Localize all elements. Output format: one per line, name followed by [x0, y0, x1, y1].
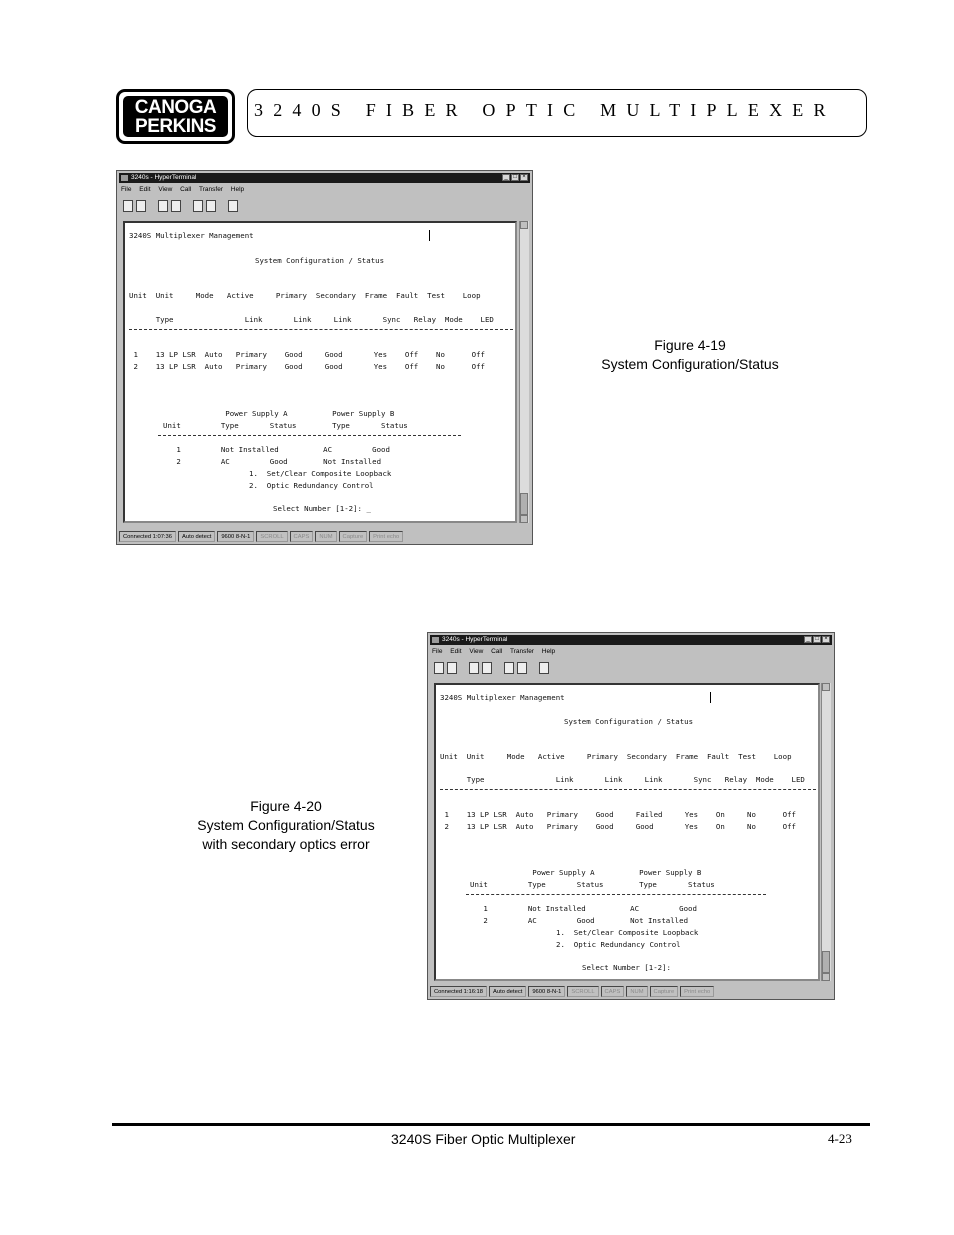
status-bar [430, 986, 832, 997]
open-icon[interactable] [447, 662, 457, 674]
toolbar [434, 662, 549, 678]
status-settings: 9600 8-N-1 [528, 986, 565, 997]
logo-line-2: PERKINS [135, 115, 216, 137]
status-caps: CAPS [601, 986, 625, 997]
menu-view[interactable]: View [158, 186, 173, 193]
terminal-subheading: System Configuration / Status [255, 256, 385, 265]
caption-number: Figure 4-20 [250, 798, 322, 814]
hyperterminal-window-fig-4-19 [116, 170, 533, 545]
footer-rule [112, 1123, 870, 1126]
menu-file[interactable]: File [121, 186, 132, 193]
status-connected: Connected 1:07:36 [119, 531, 176, 542]
table-row: 2 13 LP LSR Auto Primary Good Good Yes Off No Off [129, 362, 485, 371]
menu-option-1: 1. Set/Clear Composite Loopback [249, 469, 392, 478]
table-header-row-2: Type Link Link Link Sync Relay Mode LED [440, 775, 805, 784]
menu-transfer[interactable]: Transfer [199, 186, 223, 193]
table-divider [440, 789, 816, 790]
menu-transfer[interactable]: Transfer [510, 648, 534, 655]
menu-call[interactable]: Call [491, 648, 503, 655]
window-titlebar [430, 635, 832, 645]
text-cursor [429, 230, 430, 241]
power-supply-header-2: Unit Type Status Type Status [470, 880, 715, 889]
caption-extra: with secondary optics error [202, 836, 370, 852]
minimize-icon[interactable]: _ [804, 636, 812, 643]
disconnect-icon[interactable] [482, 662, 492, 674]
table-header-row-2: Type Link Link Link Sync Relay Mode LED [129, 315, 494, 324]
status-capture: Capture [650, 986, 679, 997]
status-print-echo: Print echo [369, 531, 403, 542]
receive-icon[interactable] [517, 662, 527, 674]
scroll-down-icon[interactable] [520, 515, 528, 523]
window-title: 3240s - HyperTerminal [442, 636, 508, 643]
properties-icon[interactable] [228, 200, 238, 212]
status-print-echo: Print echo [680, 986, 714, 997]
status-num: NUM [626, 986, 647, 997]
scroll-thumb[interactable] [520, 493, 528, 515]
menu-view[interactable]: View [469, 648, 484, 655]
power-supply-row: 2 AC Good Not Installed [470, 916, 689, 925]
select-prompt: Select Number [1-2]: _ [273, 504, 371, 513]
power-supply-header-2: Unit Type Status Type Status [163, 421, 408, 430]
table-header-row-1: Unit Unit Mode Active Primary Secondary Frame Fault Test Loop [440, 752, 792, 761]
vertical-scrollbar[interactable] [821, 683, 831, 981]
menu-bar [121, 185, 250, 195]
status-num: NUM [315, 531, 336, 542]
power-supply-header-1: Power Supply A Power Supply B [470, 868, 702, 877]
status-connected: Connected 1:16:18 [430, 986, 487, 997]
menu-edit[interactable]: Edit [450, 648, 462, 655]
connect-icon[interactable] [469, 662, 479, 674]
status-detect: Auto detect [489, 986, 526, 997]
footer-title: 3240S Fiber Optic Multiplexer [391, 1131, 576, 1147]
receive-icon[interactable] [206, 200, 216, 212]
power-supply-row: 1 Not Installed AC Good [470, 904, 697, 913]
vertical-scrollbar[interactable] [519, 221, 529, 523]
table-divider [129, 329, 513, 330]
send-icon[interactable] [504, 662, 514, 674]
table-row: 1 13 LP LSR Auto Primary Good Failed Yes On No Off [440, 810, 796, 819]
disconnect-icon[interactable] [171, 200, 181, 212]
status-capture: Capture [339, 531, 368, 542]
status-settings: 9600 8-N-1 [217, 531, 254, 542]
menu-edit[interactable]: Edit [139, 186, 151, 193]
terminal-subheading: System Configuration / Status [564, 717, 694, 726]
figure-4-19-caption [585, 336, 795, 374]
figure-4-20-caption [176, 797, 396, 854]
terminal-screen[interactable] [123, 221, 517, 523]
page-number: 4-23 [828, 1131, 852, 1146]
caption-number: Figure 4-19 [654, 337, 726, 353]
scroll-up-icon[interactable] [822, 683, 830, 691]
window-title: 3240s - HyperTerminal [131, 174, 197, 181]
scroll-down-icon[interactable] [822, 973, 830, 981]
status-scroll: SCROLL [567, 986, 598, 997]
properties-icon[interactable] [539, 662, 549, 674]
terminal-screen[interactable] [434, 683, 820, 981]
status-detect: Auto detect [178, 531, 215, 542]
terminal-heading: 3240S Multiplexer Management [129, 231, 254, 240]
header-title: 3240S FIBER OPTIC MULTIPLEXER [254, 100, 836, 120]
terminal-heading: 3240S Multiplexer Management [440, 693, 565, 702]
menu-help[interactable]: Help [230, 186, 245, 193]
canoga-perkins-logo [116, 89, 235, 144]
new-icon[interactable] [123, 200, 133, 212]
power-supply-row: 2 AC Good Not Installed [163, 457, 382, 466]
close-icon[interactable]: × [822, 636, 830, 643]
table-row: 1 13 LP LSR Auto Primary Good Good Yes Off No Off [129, 350, 485, 359]
caption-title: System Configuration/Status [601, 356, 779, 372]
power-supply-divider [466, 894, 766, 895]
close-icon[interactable]: × [520, 174, 528, 181]
connect-icon[interactable] [158, 200, 168, 212]
logo-line-1: CANOGA [134, 96, 217, 118]
menu-file[interactable]: File [432, 648, 443, 655]
table-row: 2 13 LP LSR Auto Primary Good Good Yes On No Off [440, 822, 796, 831]
table-header-row-1: Unit Unit Mode Active Primary Secondary Frame Fault Test Loop [129, 291, 481, 300]
select-prompt: Select Number [1-2]: [582, 963, 671, 972]
hyperterminal-window-fig-4-20 [427, 632, 835, 1000]
status-bar [119, 531, 530, 542]
menu-option-2: 2. Optic Redundancy Control [556, 940, 681, 949]
menu-option-1: 1. Set/Clear Composite Loopback [556, 928, 699, 937]
scroll-up-icon[interactable] [520, 221, 528, 229]
power-supply-row: 1 Not Installed AC Good [163, 445, 390, 454]
send-icon[interactable] [193, 200, 203, 212]
new-icon[interactable] [434, 662, 444, 674]
app-icon [432, 637, 439, 643]
caption-title: System Configuration/Status [197, 817, 375, 833]
menu-option-2: 2. Optic Redundancy Control [249, 481, 374, 490]
header-title-box [247, 89, 867, 137]
maximize-icon[interactable]: □ [813, 636, 821, 643]
app-icon [121, 175, 128, 181]
open-icon[interactable] [136, 200, 146, 212]
power-supply-header-1: Power Supply A Power Supply B [163, 409, 395, 418]
power-supply-divider [158, 435, 461, 436]
status-scroll: SCROLL [256, 531, 287, 542]
toolbar [123, 200, 238, 216]
scroll-thumb[interactable] [822, 951, 830, 973]
minimize-icon[interactable]: _ [502, 174, 510, 181]
menu-call[interactable]: Call [180, 186, 192, 193]
status-caps: CAPS [290, 531, 314, 542]
window-titlebar [119, 173, 530, 183]
text-cursor [710, 692, 711, 703]
maximize-icon[interactable]: □ [511, 174, 519, 181]
menu-bar [432, 647, 561, 657]
menu-help[interactable]: Help [541, 648, 556, 655]
